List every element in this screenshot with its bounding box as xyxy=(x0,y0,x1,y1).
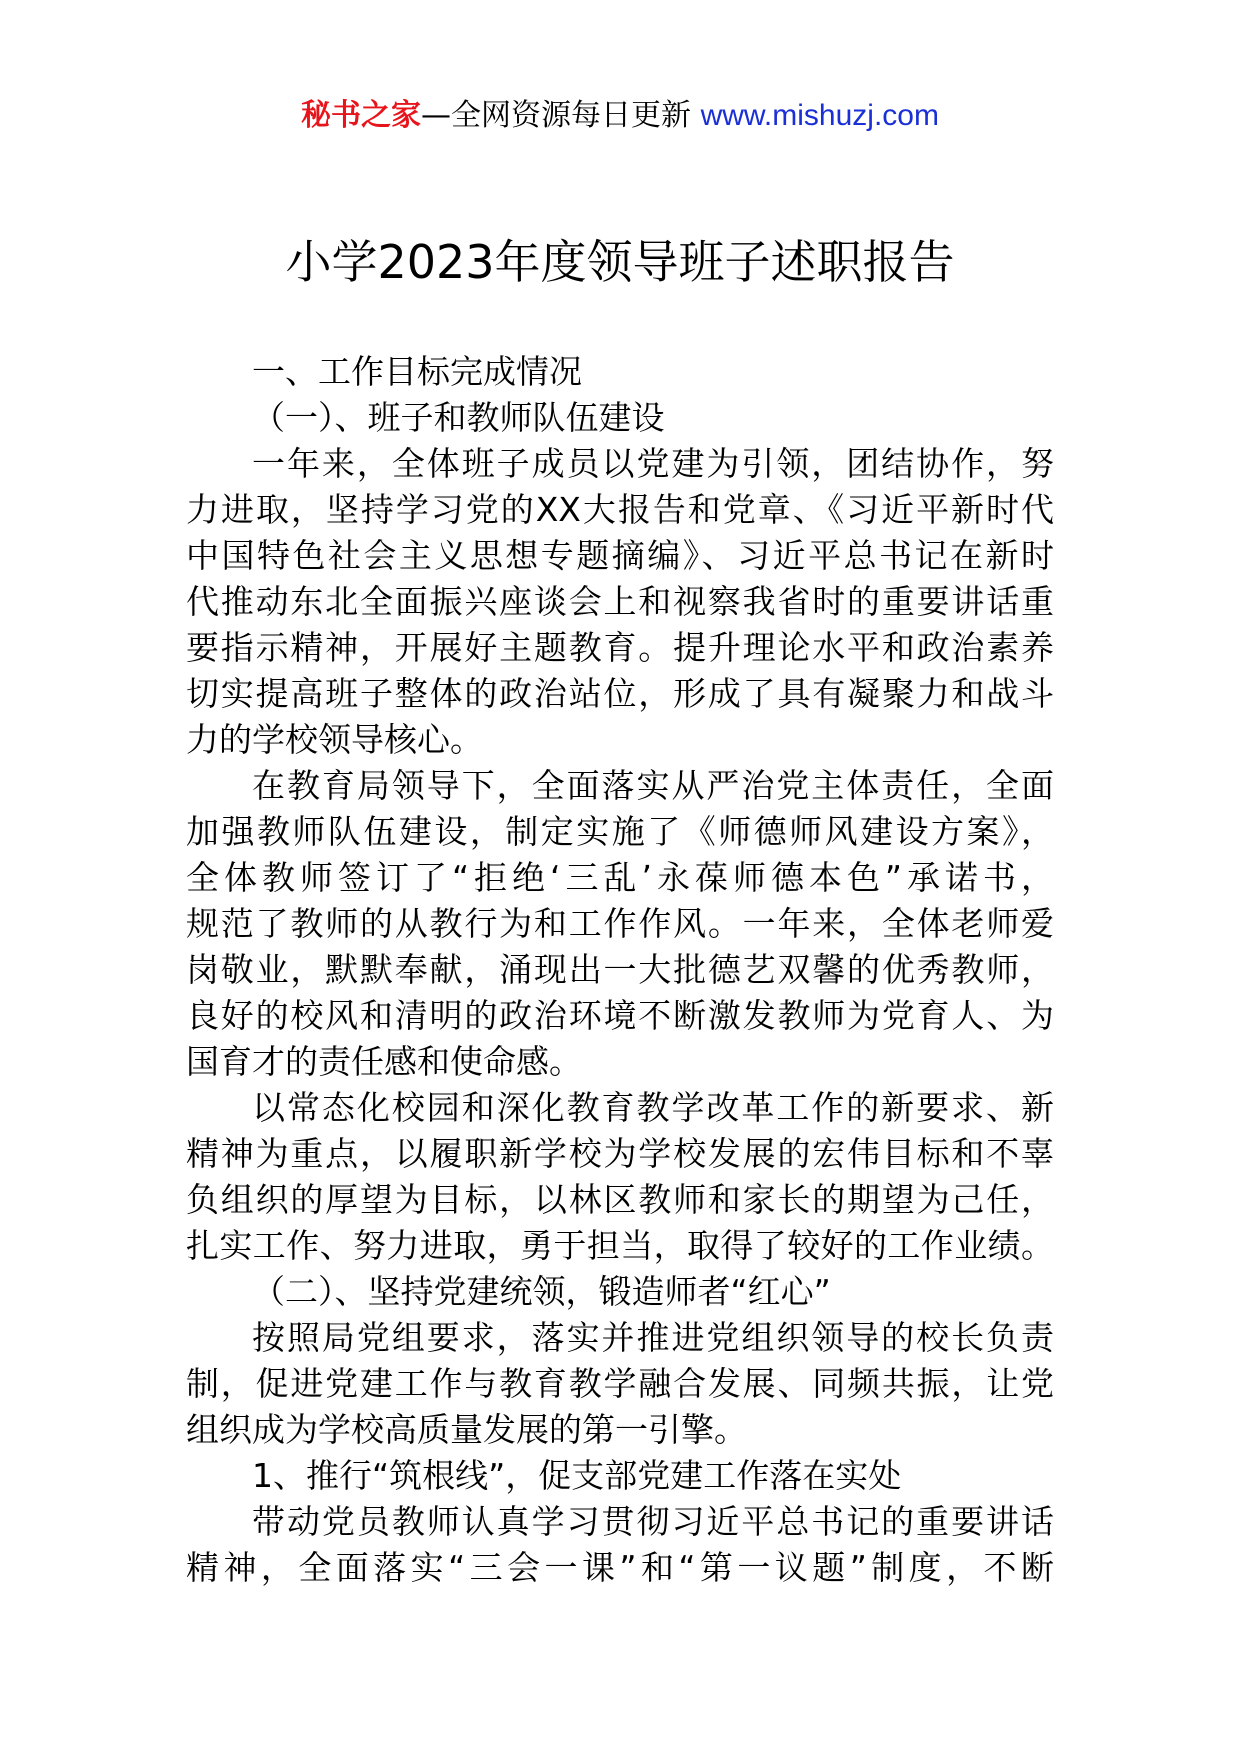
paragraph-line: 全体教师签订了“拒绝‘三乱’永葆师德本色”承诺书， xyxy=(186,858,1054,897)
item-heading: 1、推行“筑根线”，促支部党建工作落在实处 xyxy=(252,1456,902,1495)
subsection-heading: （二）、坚持党建统领，锻造师者“红心” xyxy=(252,1272,831,1311)
banner-tagline: —全网资源每日更新 xyxy=(421,98,701,133)
paragraph-line: 规范了教师的从教行为和工作作风。一年来，全体老师爱 xyxy=(186,904,1054,943)
paragraph-line: 一年来，全体班子成员以党建为引领，团结协作，努 xyxy=(252,444,1054,483)
paragraph-line: 切实提高班子整体的政治站位，形成了具有凝聚力和战斗 xyxy=(186,674,1054,713)
paragraph-line: 扎实工作、努力进取，勇于担当，取得了较好的工作业绩。 xyxy=(186,1226,1054,1265)
paragraph-line: 国育才的责任感和使命感。 xyxy=(186,1042,582,1081)
site-banner xyxy=(0,96,1240,136)
paragraph-line: 中国特色社会主义思想专题摘编》、习近平总书记在新时 xyxy=(186,536,1054,575)
brand-name: 秘书之家 xyxy=(301,98,422,133)
paragraph-line: 带动党员教师认真学习贯彻习近平总书记的重要讲话 xyxy=(252,1502,1054,1541)
paragraph-line: 加强教师队伍建设，制定实施了《师德师风建设方案》， xyxy=(186,812,1054,851)
paragraph-line: 代推动东北全面振兴座谈会上和视察我省时的重要讲话重 xyxy=(186,582,1054,621)
section-heading: 一、工作目标完成情况 xyxy=(252,352,582,391)
paragraph-line: 力进取，坚持学习党的XX大报告和党章、《习近平新时代 xyxy=(186,490,1054,529)
paragraph-line: 岗敬业，默默奉献，涌现出一大批德艺双馨的优秀教师， xyxy=(186,950,1054,989)
paragraph-line: 组织成为学校高质量发展的第一引擎。 xyxy=(186,1410,747,1449)
paragraph-line: 精神，全面落实“三会一课”和“第一议题”制度，不断 xyxy=(186,1548,1054,1587)
paragraph-line: 力的学校领导核心。 xyxy=(186,720,483,759)
website-link[interactable]: www.mishuzj.com xyxy=(700,99,939,132)
paragraph-line: 要指示精神，开展好主题教育。提升理论水平和政治素养 xyxy=(186,628,1054,667)
paragraph-line: 以常态化校园和深化教育教学改革工作的新要求、新 xyxy=(252,1088,1054,1127)
paragraph-line: 良好的校风和清明的政治环境不断激发教师为党育人、为 xyxy=(186,996,1054,1035)
paragraph-line: 制，促进党建工作与教育教学融合发展、同频共振，让党 xyxy=(186,1364,1054,1403)
paragraph-line: 在教育局领导下，全面落实从严治党主体责任，全面 xyxy=(252,766,1054,805)
paragraph-line: 精神为重点，以履职新学校为学校发展的宏伟目标和不辜 xyxy=(186,1134,1054,1173)
document-body xyxy=(186,349,1054,1591)
subsection-heading: （一）、班子和教师队伍建设 xyxy=(252,398,665,437)
document-title: 小学2023年度领导班子述职报告 xyxy=(285,235,955,289)
paragraph-line: 按照局党组要求，落实并推进党组织领导的校长负责 xyxy=(252,1318,1054,1357)
paragraph-line: 负组织的厚望为目标，以林区教师和家长的期望为己任， xyxy=(186,1180,1054,1219)
